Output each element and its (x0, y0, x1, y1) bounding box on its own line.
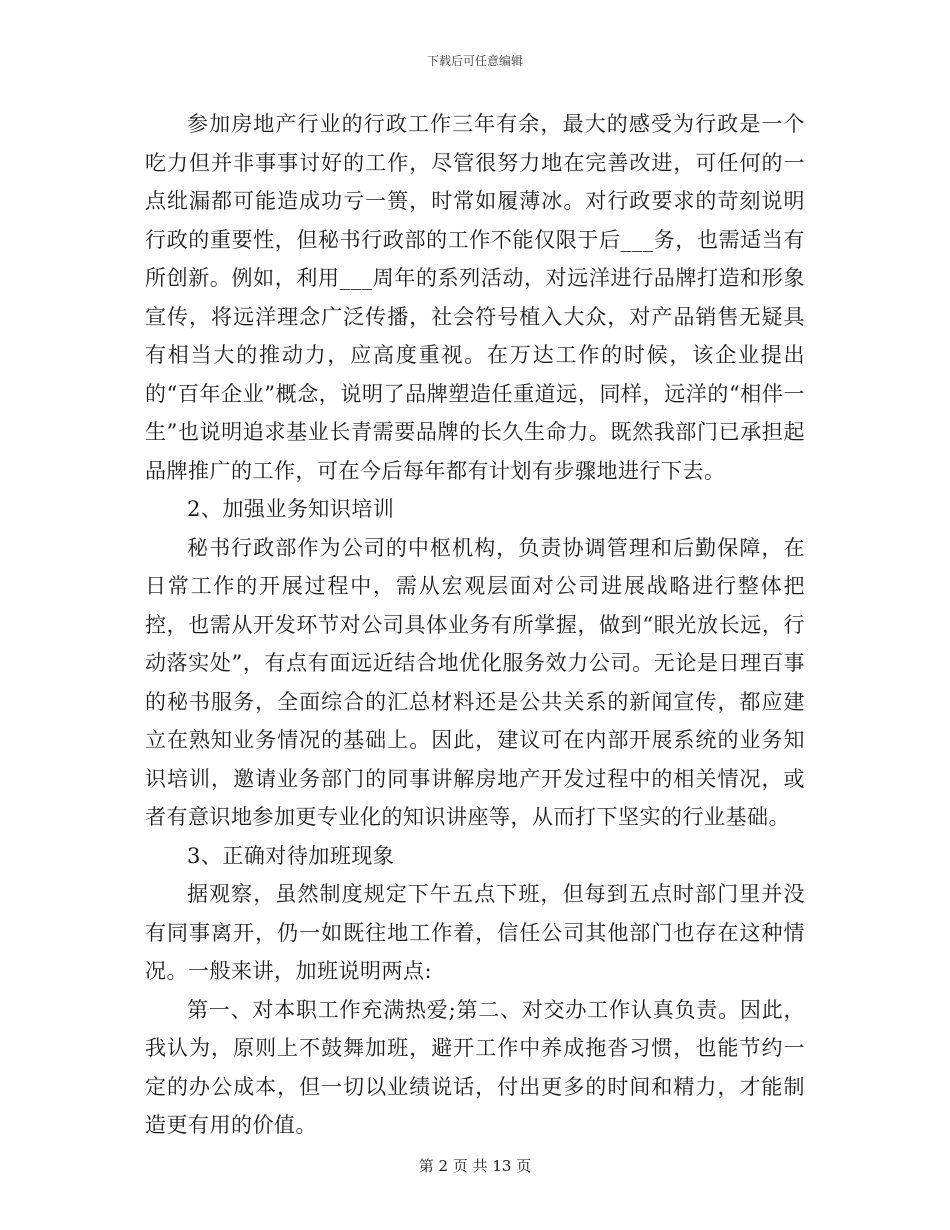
page-header-note: 下载后可任意编辑 (426, 54, 523, 68)
page-number: 第 2 页 共 13 页 (418, 1157, 532, 1175)
paragraph-overtime-conclusion: 第一、对本职工作充满热爱;第二、对交办工作认真负责。因此，我认为，原则上不鼓舞加班，避开工作中养成拖沓习惯，也能节约一定的办公成本，但一切以业绩说话，付出更多的时间和精力，才能制造更有用的价值。 (145, 997, 805, 1137)
paragraph-overtime-observation: 据观察，虽然制度规定下午五点下班，但每到五点时部门里并没有同事离开，仍一如既往地工作着，信任公司其他部门也存在这种情况。一般来讲，加班说明两点: (145, 882, 805, 983)
paragraph-business-training: 秘书行政部作为公司的中枢机构，负责协调管理和后勤保障，在日常工作的开展过程中，需从宏观层面对公司进展战略进行整体把控，也需从开发环节对公司具体业务有所掌握，做到“眼光放长远，行动落实处”，有点有面远近结合地优化服务效力公司。无论是日理百事的秘书服务，全面综合的汇总材料还是公共关系的新闻宣传，都应建立在熟知业务情况的基础上。因此，建议可在内部开展系统的业务知识培训，邀请业务部门的同事讲解房地产开发过程中的相关情况，或者有意识地参加更专业化的知识讲座等，从而打下坚实的行业基础。 (145, 535, 805, 829)
section-heading-overtime: 3、正确对待加班现象 (187, 843, 395, 868)
paragraph-brand-building: 参加房地产行业的行政工作三年有余，最大的感受为行政是一个吃力但并非事事讨好的工作，尽管很努力地在完善改进，可任何的一点纰漏都可能造成功亏一篑，时常如履薄冰。对行政要求的苛刻说明行政的重要性，但秘书行政部的工作不能仅限于后___务，也需适当有所创新。例如，利用___周年的系列活动，对远洋进行品牌打造和形象宣传，将远洋理念广泛传播，社会符号植入大众，对产品销售无疑具有相当大的推动力，应高度重视。在万达工作的时候，该企业提出的“百年企业”概念，说明了品牌塑造任重道远，同样，远洋的“相伴一生”也说明追求基业长青需要品牌的长久生命力。既然我部门已承担起品牌推广的工作，可在今后每年都有计划有步骤地进行下去。 (145, 112, 805, 483)
section-heading-business-training: 2、加强业务知识培训 (187, 497, 395, 521)
document-body (145, 105, 805, 1145)
